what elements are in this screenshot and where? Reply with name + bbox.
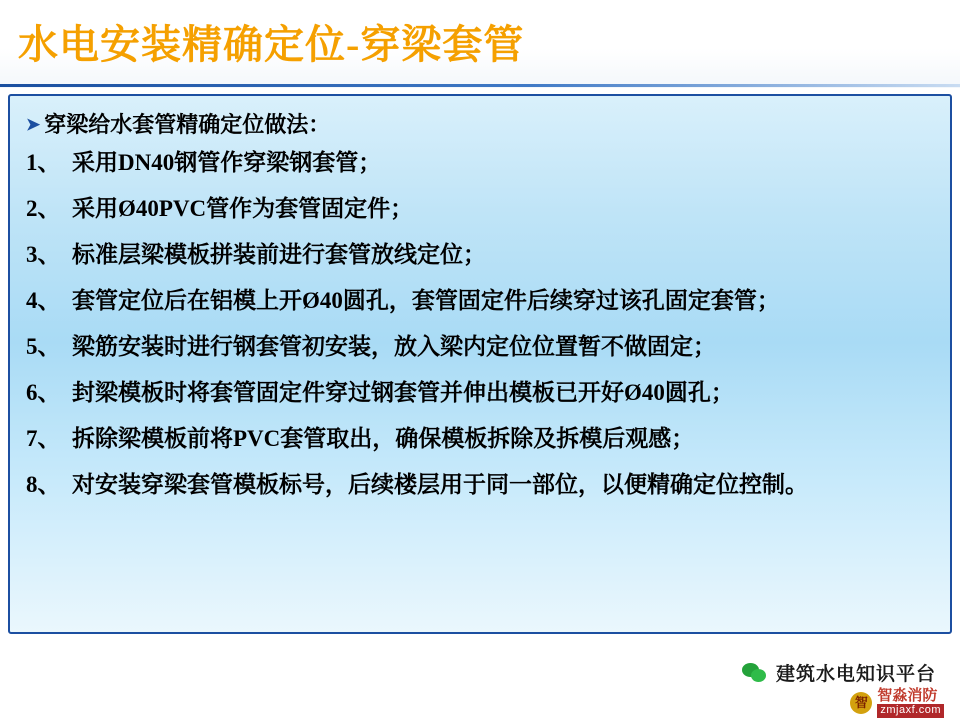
list-item-number: 5、	[26, 334, 61, 359]
list-item-number: 7、	[26, 426, 61, 451]
list-item	[26, 378, 930, 408]
list-item-number: 2、	[26, 196, 61, 221]
list-item-number: 3、	[26, 242, 61, 267]
list-item-text: 封梁模板时将套管固定件穿过钢套管并伸出模板已开好Ø40圆孔；	[72, 380, 734, 405]
arrow-bullet-icon: ➤	[26, 115, 41, 134]
title-divider	[0, 84, 960, 87]
page-title: 水电安装精确定位-穿梁套管	[18, 22, 525, 67]
list-item-number: 6、	[26, 380, 61, 405]
list-item	[26, 424, 930, 454]
title-band	[0, 0, 960, 88]
wechat-account-name: 建筑水电知识平台	[775, 664, 936, 685]
brand-text-group	[877, 689, 944, 718]
list-item-number: 1、	[26, 150, 61, 175]
content-panel	[8, 94, 952, 634]
brand-watermark	[850, 689, 944, 718]
list-item	[26, 240, 930, 270]
list-item-text: 拆除梁模板前将PVC套管取出，确保模板拆除及拆模后观感；	[72, 426, 695, 451]
list-item-text: 采用Ø40PVC管作为套管固定件；	[72, 196, 414, 221]
list-item	[26, 332, 930, 362]
wechat-credit	[742, 659, 936, 686]
wechat-icon	[742, 662, 768, 684]
lead-line	[26, 110, 930, 140]
brand-url: zmjaxf.com	[877, 704, 944, 718]
footer	[0, 634, 960, 720]
brand-title: 智淼消防	[877, 687, 938, 704]
list-item-text: 采用DN40钢管作穿梁钢套管；	[72, 150, 382, 175]
brand-logo-icon: 智	[850, 692, 872, 714]
list-item	[26, 286, 930, 316]
list-item-number: 4、	[26, 288, 61, 313]
list-item-text: 梁筋安装时进行钢套管初安装，放入梁内定位位置暂不做固定；	[72, 334, 716, 359]
list-item-text: 标准层梁模板拼装前进行套管放线定位；	[72, 242, 486, 267]
list-item	[26, 194, 930, 224]
list-item-text: 套管定位后在铝模上开Ø40圆孔，套管固定件后续穿过该孔固定套管；	[72, 288, 780, 313]
list-item-text: 对安装穿梁套管模板标号，后续楼层用于同一部位，以便精确定位控制。	[72, 472, 808, 497]
list-item	[26, 470, 930, 500]
list-item	[26, 148, 930, 178]
content-panel-inner	[10, 96, 950, 632]
list-item-number: 8、	[26, 472, 61, 497]
lead-text: 穿梁给水套管精确定位做法：	[44, 112, 331, 137]
steps-list	[26, 148, 930, 500]
